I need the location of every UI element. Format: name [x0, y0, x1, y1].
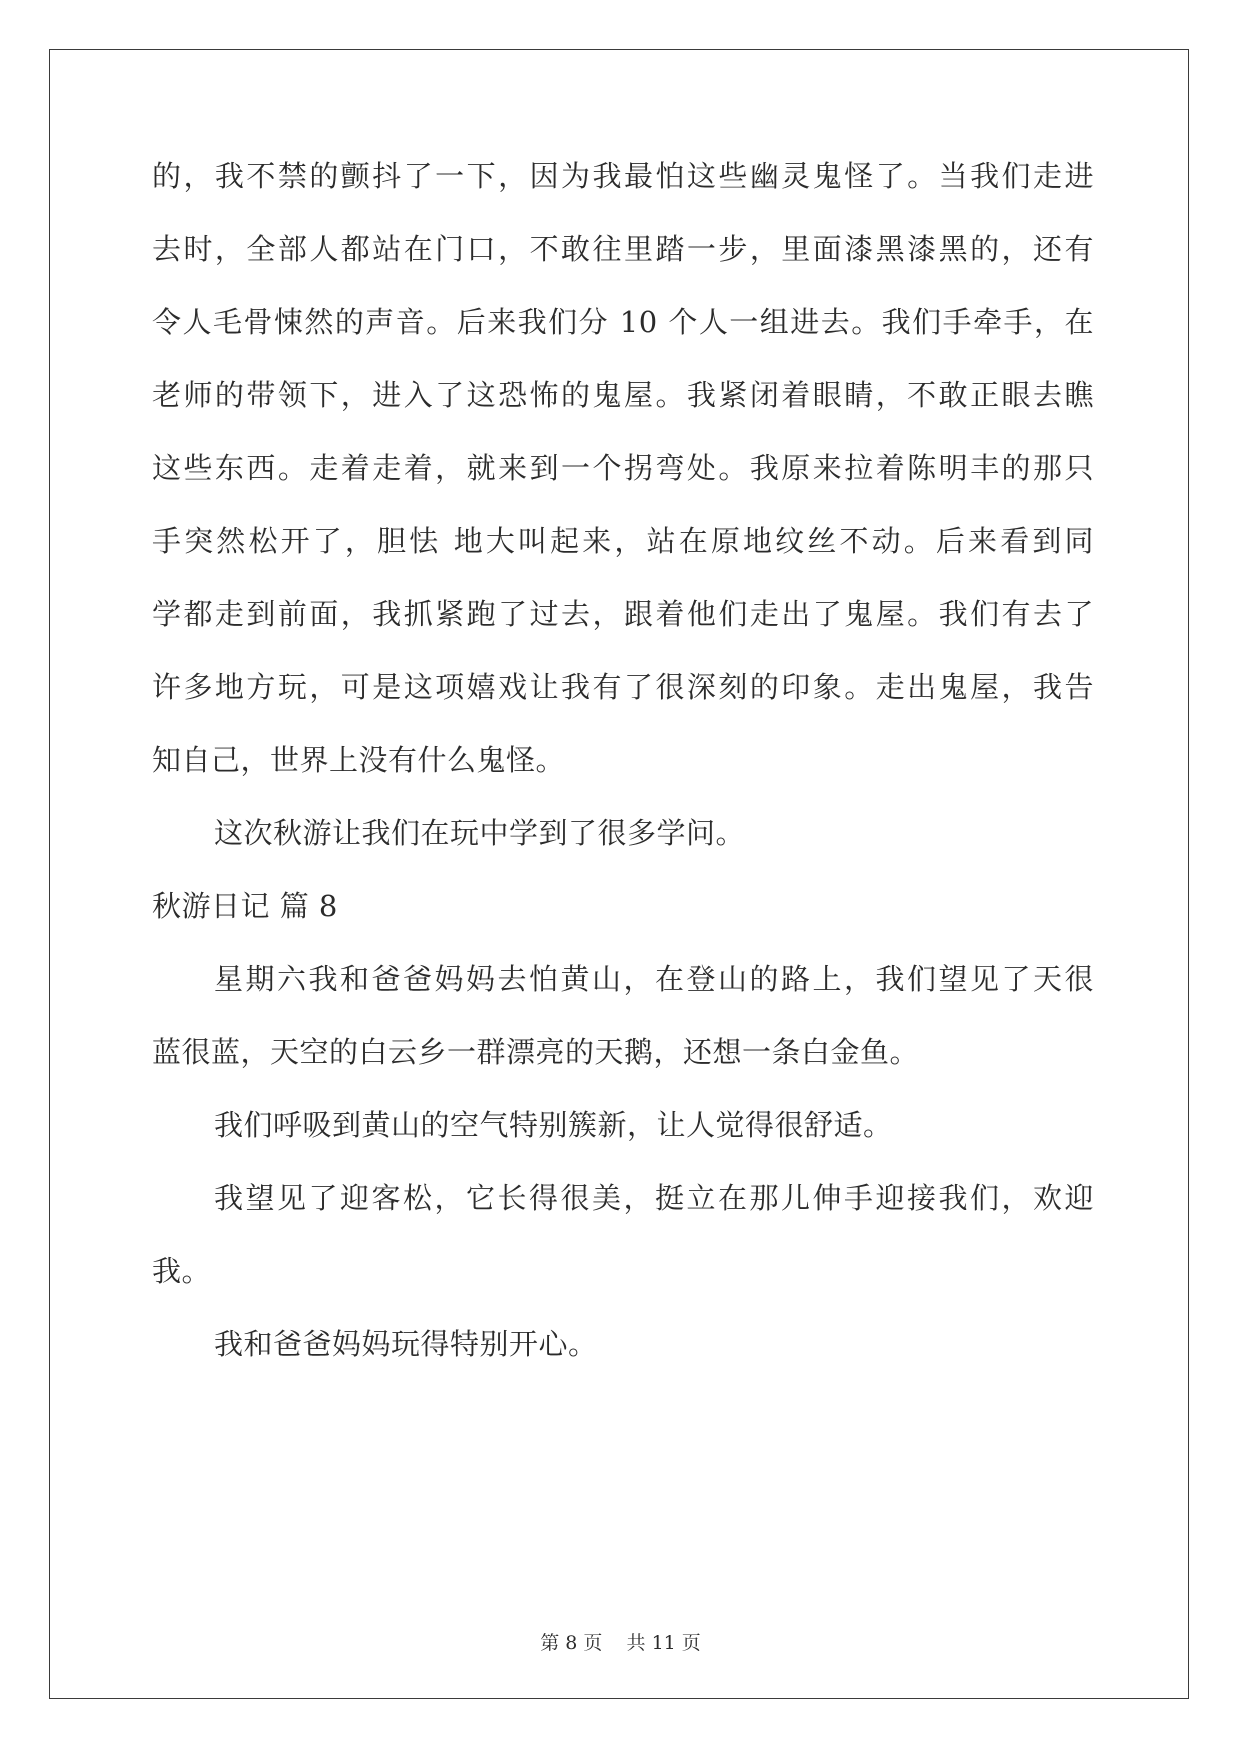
body-line: 蓝很蓝，天空的白云乡一群漂亮的天鹅，还想一条白金鱼。 [152, 1035, 920, 1069]
body-line: 知自己，世界上没有什么鬼怪。 [152, 743, 566, 777]
body-line: 许多地方玩，可是这项嬉戏让我有了很深刻的印象。走出鬼屋，我告 [152, 670, 1094, 704]
paragraph-line: 我和爸爸妈妈玩得特别开心。 [214, 1327, 598, 1361]
body-line: 学都走到前面，我抓紧跑了过去，跟着他们走出了鬼屋。我们有去了 [152, 597, 1094, 631]
page-total: 共 11 页 [626, 1632, 701, 1654]
paragraph-line: 星期六我和爸爸妈妈去怕黄山，在登山的路上，我们望见了天很 [214, 962, 1094, 996]
paragraph-line: 这次秋游让我们在玩中学到了很多学问。 [214, 816, 746, 850]
body-line: 老师的带领下，进入了这恐怖的鬼屋。我紧闭着眼睛，不敢正眼去瞧 [152, 378, 1094, 412]
paragraph-line: 我们呼吸到黄山的空气特别簇新，让人觉得很舒适。 [214, 1108, 893, 1142]
body-line: 这些东西。走着走着，就来到一个拐弯处。我原来拉着陈明丰的那只 [152, 451, 1094, 485]
page-number: 第 8 页 [540, 1632, 603, 1654]
paragraph-line: 我望见了迎客松，它长得很美，挺立在那儿伸手迎接我们，欢迎 [214, 1181, 1094, 1215]
section-heading: 秋游日记 篇 8 [152, 889, 338, 923]
body-line: 我。 [152, 1254, 212, 1288]
body-line: 手突然松开了，胆怯 地大叫起来，站在原地纹丝不动。后来看到同 [152, 524, 1094, 558]
page-border [49, 49, 1189, 1699]
page-footer [0, 1630, 1241, 1656]
body-line: 的，我不禁的颤抖了一下，因为我最怕这些幽灵鬼怪了。当我们走进 [152, 159, 1094, 193]
body-line: 去时，全部人都站在门口，不敢往里踏一步，里面漆黑漆黑的，还有 [152, 232, 1094, 266]
body-line: 令人毛骨悚然的声音。后来我们分 10 个人一组进去。我们手牵手，在 [152, 305, 1094, 339]
